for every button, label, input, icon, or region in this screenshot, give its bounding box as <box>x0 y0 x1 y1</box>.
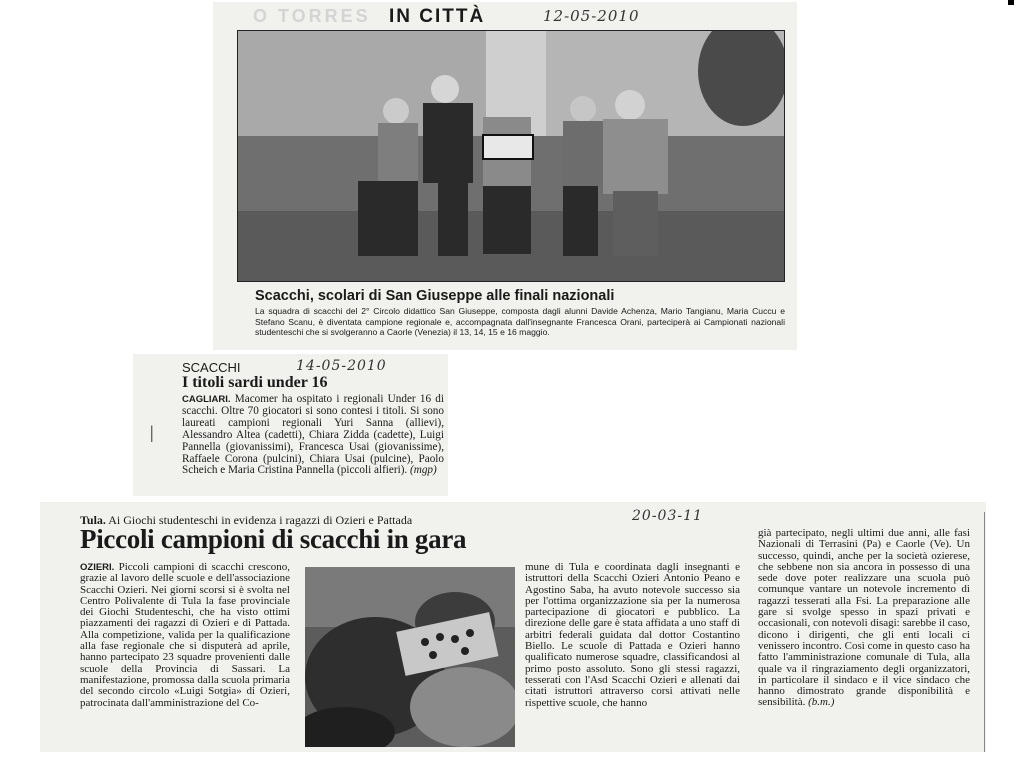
byline: (mgp) <box>410 464 437 477</box>
faded-header-text: O TORRES <box>253 6 371 26</box>
handwritten-date: 14-05-2010 <box>296 358 387 374</box>
article-title: Piccoli campioni di scacchi in gara <box>80 524 467 554</box>
handwritten-date: 12-05-2010 <box>543 7 640 25</box>
kicker-place: Tula. <box>80 513 106 527</box>
team-photo <box>237 30 785 282</box>
article-column-1 <box>80 562 290 709</box>
column-3-text: già partecipato, negli ultimi due anni, alle fasi Nazionali di Terrasini (Pa) e Caorle (Ve). Un successo, quindi, anche per la società ozierese, che sebbene non sia ancora in possesso di una sede dove poter realizzare una scuola può comunque vantare un notevole incremento di ragazzi tesserati alla Fsi. La preparazione alle gare si svolge spesso in spazi privati e occasionali, con notevoli disagi: sarebbe il caso, dicono i dirigenti, che gli enti locali ci venissero incontro. Così come in questo caso ha fatto l'amministrazione comunale di Tula, alla quale va il ringraziamento degli organizzatori, in particolare il sindaco e il vice sindaco che hanno dimostrato grande disponibilità e sensibilità. <box>758 527 970 709</box>
handwritten-date: 20-03-11 <box>632 508 703 524</box>
newspaper-clipping-2 <box>133 354 448 496</box>
article-text: Macomer ha ospitato i regionali Under 16 di scacchi. Oltre 70 giocatori si sono contesi i titoli. Si sono laureati campioni regionali Yuri Sanna (allievi), Alessandro Altea (cadetti), Chiara Zidda (cadette), Luigi Pannella (giovanissimi), Francesca Usai (giovanissime), Raffaele Corona (pulcini), Chiara Usai (pulcine), Paolo Scheich e Maria Cristina Pannella (piccoli alfieri). <box>182 393 444 477</box>
kicker-text: Ai Giochi studenteschi in evidenza i ragazzi di Ozieri e Pattada <box>108 513 413 527</box>
scan-mark <box>1008 0 1014 5</box>
dateline: OZIERI. <box>80 562 115 573</box>
article-column-3 <box>758 528 970 709</box>
column-1-text: Piccoli campioni di scacchi crescono, grazie al lavoro delle scuole e dell'associazione Scacchi Ozieri. Nei giorni scorsi si è svolta nel Centro Polivalente di Tula la fase provinciale dei Giochi Studenteschi, che ha visto ottimi piazzamenti dei ragazzi di Ozieri e di Pattada. Alla competizione, valida per la qualificazione alla fase regionale che si disputerà ad aprile, hanno partecipato 23 squadre provenienti dalle scuole della Provincia di Sassari. La manifestazione, promossa dalla scuola primaria del secondo circolo «Luigi Sotgia» di Ozieri, patrocinata dall'amministrazione del Co- <box>80 561 291 709</box>
section-kicker: SCACCHI <box>182 360 241 375</box>
article-body <box>182 394 444 477</box>
section-header: IN CITTÀ <box>389 6 486 27</box>
dateline: CAGLIARI. <box>182 394 231 405</box>
column-rule <box>984 512 985 752</box>
chess-photo-image <box>305 567 515 747</box>
margin-mark: | <box>150 422 154 442</box>
caption-body: La squadra di scacchi del 2° Circolo didattico San Giuseppe, composta dagli alunni Davide Achenza, Mario Tangianu, Maria Cuccu e Stefano Scanu, è diventata campione regionale e, accompagnata dall'insegnante Francesca Orani, parteciperà ai Campionati nazionali studenteschi che si svolgeranno a Caorle (Venezia) il 13, 14, 15 e 16 maggio. <box>255 306 785 337</box>
byline: (b.m.) <box>808 696 835 709</box>
newspaper-clipping-1 <box>213 2 797 350</box>
article-column-2: mune di Tula e coordinata dagli insegnanti e istruttori della Scacchi Ozieri Antonio Peano e Agostino Saba, ha avuto notevole successo sia per l'ottima organizzazione sia per la numerosa partecipazione di giocatori e pubblico. La direzione delle gare è stata affidata a uno staff di arbitri federali guidata dal dottor Costantino Biello. Le scuole di Pattada e Ozieri hanno qualificato numerose squadre, classificandosi al primo posto assoluto. Sono gli stessi ragazzi, tesserati con l'Asd Scacchi Ozieri e allenati dai citati istruttori attraverso corsi attivati nelle rispettive scuole, che hanno <box>525 561 740 709</box>
team-photo-image <box>238 31 784 281</box>
article-title: I titoli sardi under 16 <box>182 374 328 391</box>
newspaper-clipping-3 <box>40 502 986 752</box>
chess-photo <box>305 567 515 747</box>
caption-title: Scacchi, scolari di San Giuseppe alle finali nazionali <box>255 288 615 304</box>
